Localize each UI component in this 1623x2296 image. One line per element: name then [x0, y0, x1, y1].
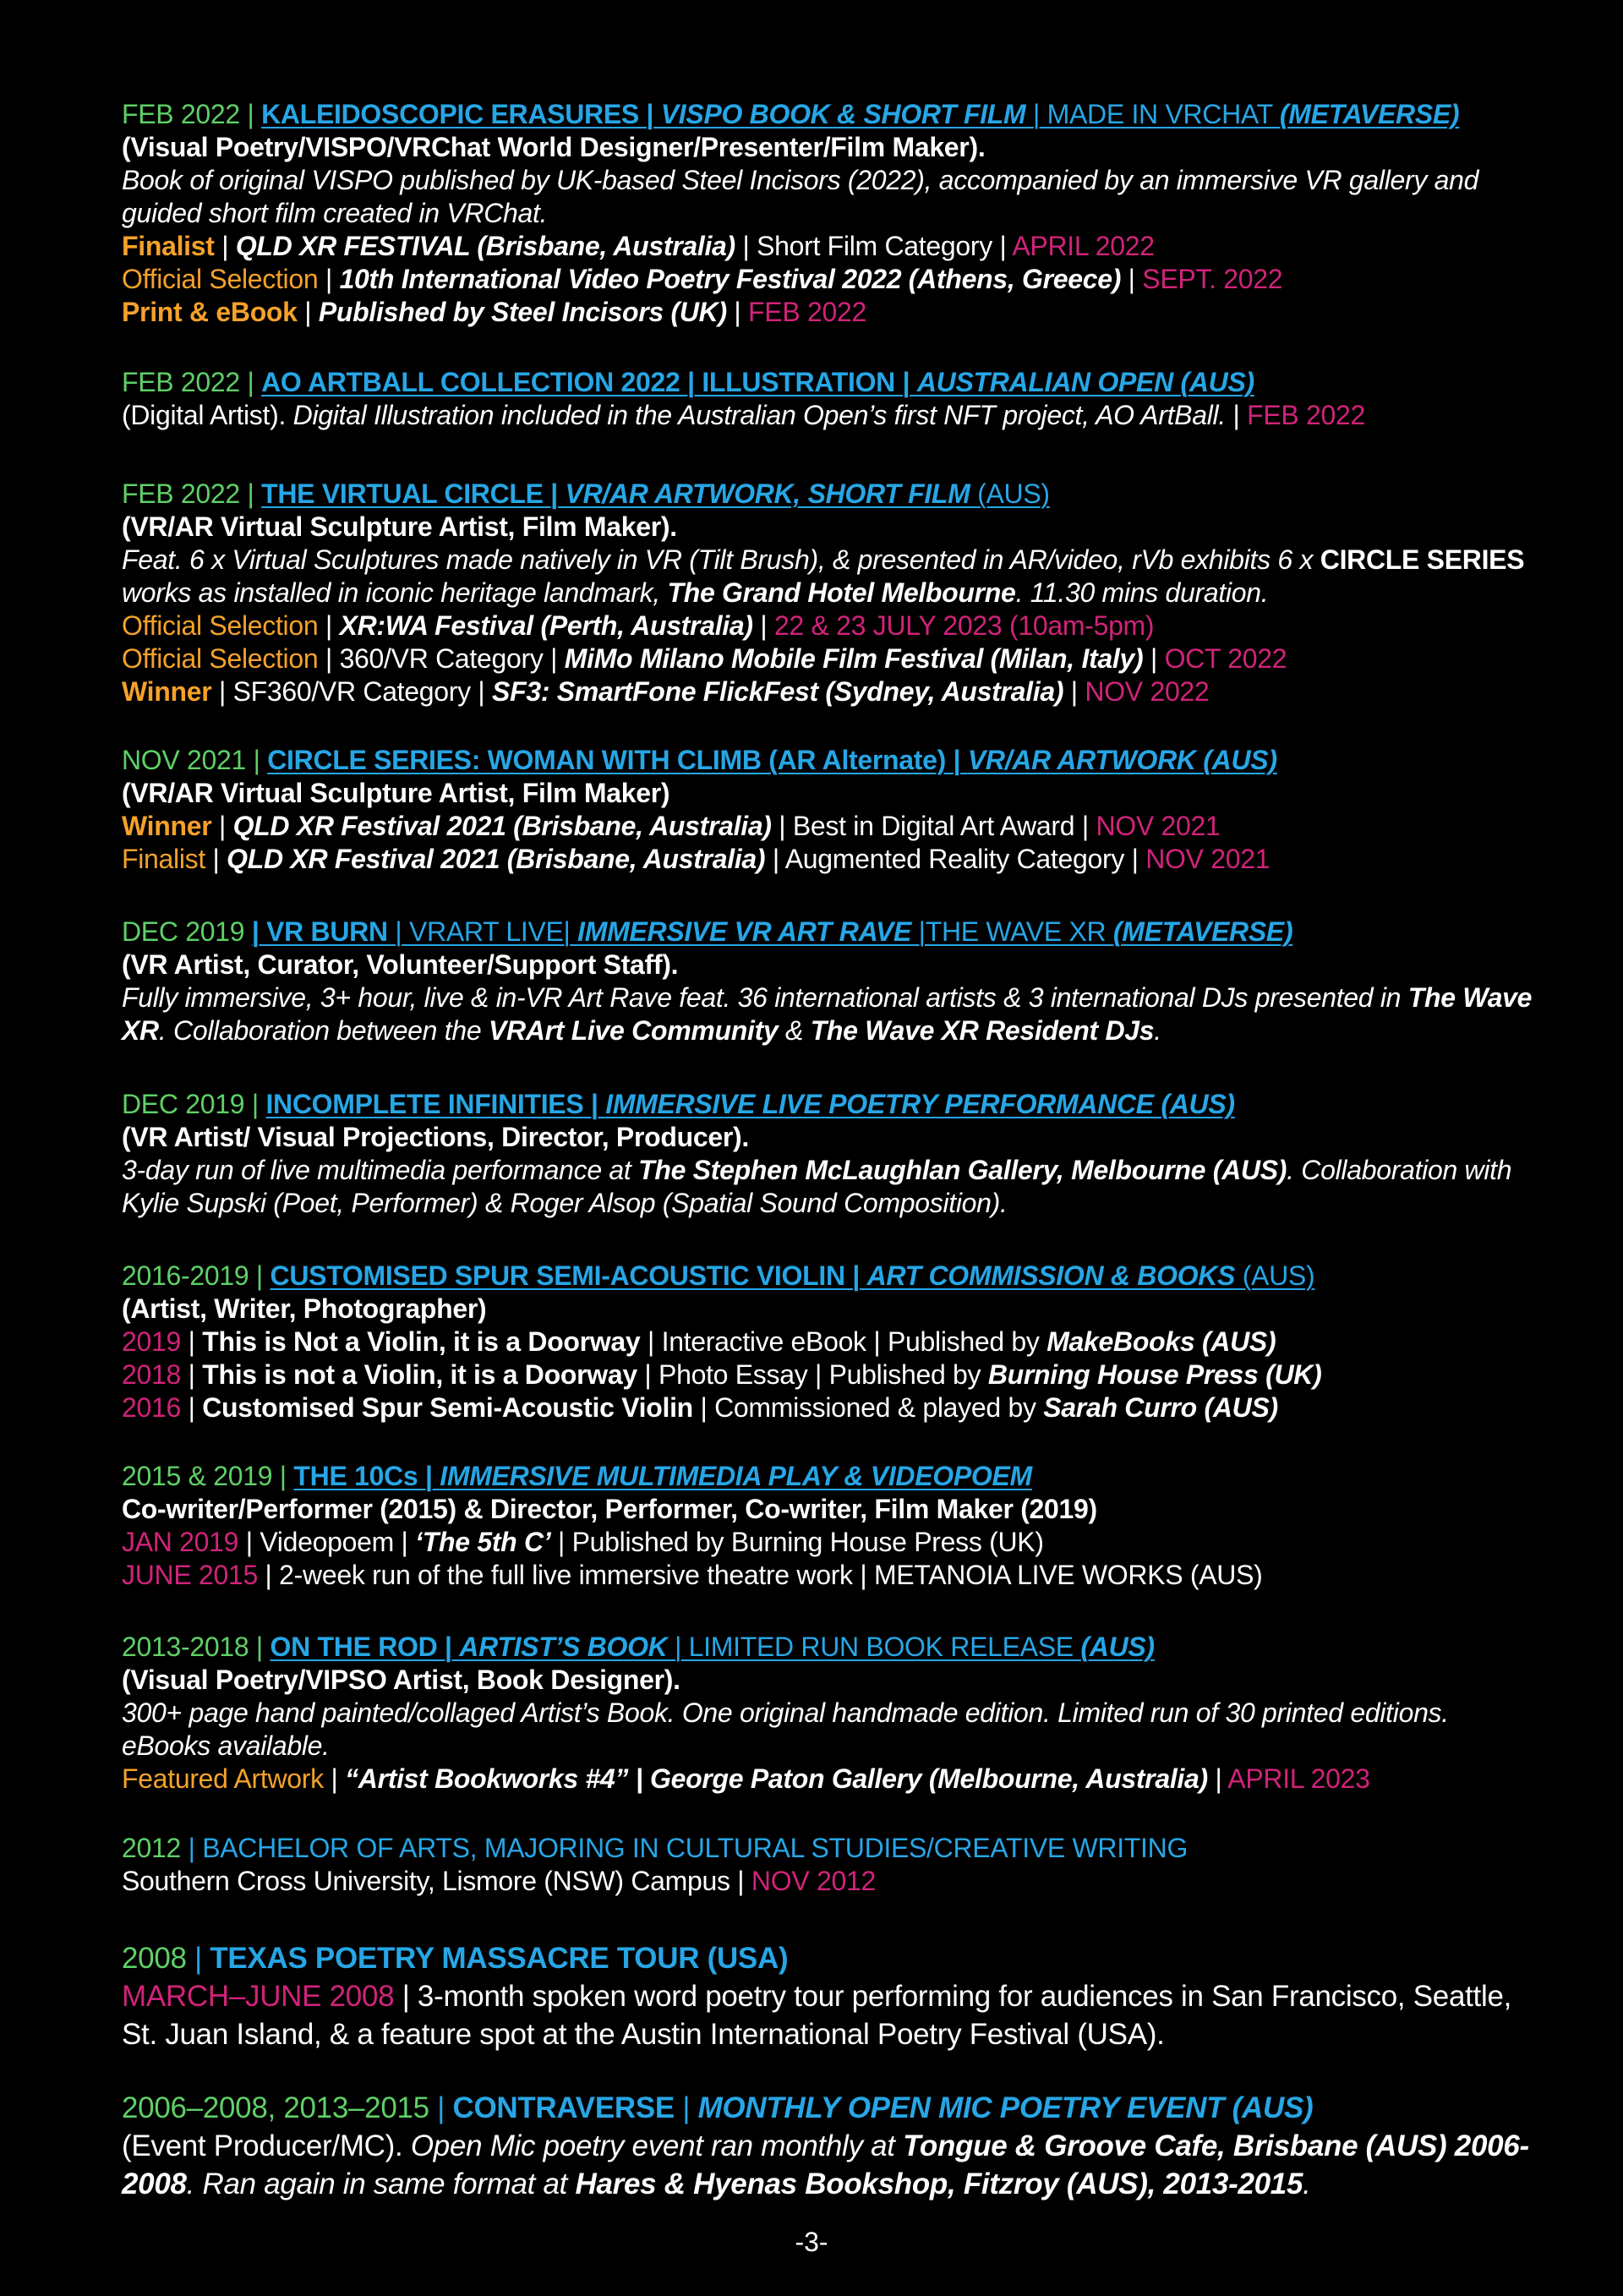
award-line: Finalist | QLD XR FESTIVAL (Brisbane, Australia) | Short Film Category | APRIL 2022: [122, 231, 1155, 261]
entry-customised-violin: 2016-2019 | CUSTOMISED SPUR SEMI-ACOUSTIC VIOLIN | ART COMMISSION & BOOKS (AUS) (Artist, Writer, Photographer) 2019 | This is Not a Violin, it is a Doorway | Interactive eBook | Published by MakeBooks (AUS) 2018 | This is not a Violin, it is a Doorway | Photo Essay | Published by Burning House Press (UK) 2016 | Customised Spur Semi-Acoustic Violin | Commissioned & played by Sarah Curro (AUS): [122, 1260, 1542, 1424]
entry-date: 2006–2008, 2013–2015: [122, 2091, 429, 2124]
entry-title: BACHELOR OF ARTS, MAJORING IN CULTURAL STUDIES/CREATIVE WRITING: [202, 1833, 1189, 1863]
entry-kaleidoscopic-erasures: FEB 2022 | KALEIDOSCOPIC ERASURES | VISPO BOOK & SHORT FILM | MADE IN VRCHAT (METAVERSE) (Visual Poetry/VISPO/VRChat World Designer/Presenter/Film Maker). Book of original VISPO published by UK-based Steel Incisors (2022), accompanied by an immersive VR gallery and guided short film created in VRChat. Finalist | QLD XR FESTIVAL (Brisbane, Australia) | Short Film Category | APRIL 2022 Official Selection | 10th International Video Poetry Festival 2022 (Athens, Greece) | SEPT. 2022 Print & eBook | Published by Steel Incisors (UK) | FEB 2022: [122, 98, 1542, 329]
entry-title-link[interactable]: CUSTOMISED SPUR SEMI-ACOUSTIC VIOLIN | ART COMMISSION & BOOKS (AUS): [270, 1260, 1315, 1291]
entry-date: 2012: [122, 1833, 181, 1863]
entry-title: CONTRAVERSE: [452, 2091, 675, 2124]
list-item: 2019 | This is Not a Violin, it is a Doorway | Interactive eBook | Published by MakeBooks (AUS): [122, 1326, 1276, 1357]
award-line: Winner | QLD XR Festival 2021 (Brisbane, Australia) | Best in Digital Art Award | NOV 2021: [122, 811, 1221, 841]
entry-description: Book of original VISPO published by UK-based Steel Incisors (2022), accompanied by an immersive VR gallery and guided short film created in VRChat.: [122, 165, 1479, 228]
entry-role: (VR/AR Virtual Sculpture Artist, Film Maker): [122, 778, 670, 808]
entry-role: Co-writer/Performer (2015) & Director, Performer, Co-writer, Film Maker (2019): [122, 1494, 1097, 1524]
award-line: Official Selection | 360/VR Category | MiMo Milano Mobile Film Festival (Milan, Italy) | OCT 2022: [122, 643, 1287, 674]
entry-title-link[interactable]: AO ARTBALL COLLECTION 2022 | ILLUSTRATION | AUSTRALIAN OPEN (AUS): [261, 367, 1254, 397]
award-line: Print & eBook | Published by Steel Incisors (UK) | FEB 2022: [122, 297, 866, 327]
entry-description: 300+ page hand painted/collaged Artist’s Book. One original handmade edition. Limited run of 30 printed editions. eBooks available.: [122, 1697, 1449, 1761]
entry-role: (Artist, Writer, Photographer): [122, 1293, 487, 1324]
entry-date: 2013-2018: [122, 1632, 249, 1662]
entry-title-link[interactable]: THE VIRTUAL CIRCLE | VR/AR ARTWORK, SHORT FILM (AUS): [261, 478, 1050, 509]
entry-bachelor-of-arts: 2012 | BACHELOR OF ARTS, MAJORING IN CULTURAL STUDIES/CREATIVE WRITING Southern Cross University, Lismore (NSW) Campus | NOV 2012: [122, 1832, 1542, 1898]
entry-date: FEB 2022: [122, 367, 240, 397]
entry-date: 2008: [122, 1942, 187, 1975]
award-line: Featured Artwork | “Artist Bookworks #4” | George Paton Gallery (Melbourne, Australia) | APRIL 2023: [122, 1763, 1370, 1794]
entry-date: FEB 2022: [122, 478, 240, 509]
entry-description: 3-day run of live multimedia performance at The Stephen McLaughlan Gallery, Melbourne (AUS). Collaboration with Kylie Supski (Poet, Performer) & Roger Alsop (Spatial Sound Composition).: [122, 1155, 1512, 1218]
award-line: Official Selection | XR:WA Festival (Perth, Australia) | 22 & 23 JULY 2023 (10am-5pm): [122, 610, 1155, 641]
entry-virtual-circle: FEB 2022 | THE VIRTUAL CIRCLE | VR/AR ARTWORK, SHORT FILM (AUS) (VR/AR Virtual Sculpture Artist, Film Maker). Feat. 6 x Virtual Sculptures made natively in VR (Tilt Brush), & presented in AR/video, rVb exhibits 6 x CIRCLE SERIES works as installed in iconic heritage landmark, The Grand Hotel Melbourne. 11.30 mins duration. Official Selection | XR:WA Festival (Perth, Australia) | 22 & 23 JULY 2023 (10am-5pm) Official Selection | 360/VR Category | MiMo Milano Mobile Film Festival (Milan, Italy) | OCT 2022 Winner | SF360/VR Category | SF3: SmartFone FlickFest (Sydney, Australia) | NOV 2022: [122, 478, 1542, 708]
entry-title-link[interactable]: INCOMPLETE INFINITIES | IMMERSIVE LIVE POETRY PERFORMANCE (AUS): [265, 1089, 1235, 1119]
entry-description: MARCH–JUNE 2008 | 3-month spoken word poetry tour performing for audiences in San Francisco, Seattle, St. Juan Island, & a feature spot at the Austin International Poetry Festival (USA).: [122, 1980, 1512, 2051]
entry-incomplete-infinities: DEC 2019 | INCOMPLETE INFINITIES | IMMERSIVE LIVE POETRY PERFORMANCE (AUS) (VR Artist/ Visual Projections, Director, Producer). 3-day run of live multimedia performance at The Stephen McLaughlan Gallery, Melbourne (AUS). Collaboration with Kylie Supski (Poet, Performer) & Roger Alsop (Spatial Sound Composition).: [122, 1088, 1542, 1220]
entry-ao-artball: FEB 2022 | AO ARTBALL COLLECTION 2022 | ILLUSTRATION | AUSTRALIAN OPEN (AUS) (Digital Artist). Digital Illustration included in the Australian Open’s first NFT project, AO ArtBall. | FEB 2022: [122, 366, 1542, 432]
entry-date: 2016-2019: [122, 1260, 249, 1291]
entry-role: (VR Artist, Curator, Volunteer/Support Staff).: [122, 949, 679, 980]
entry-description: Southern Cross University, Lismore (NSW) Campus | NOV 2012: [122, 1866, 876, 1896]
entry-role: (VR Artist/ Visual Projections, Director, Producer).: [122, 1122, 749, 1152]
entry-description: (Event Producer/MC). Open Mic poetry event ran monthly at Tongue & Groove Cafe, Brisbane (AUS) 2006-2008. Ran again in same format at Hares & Hyenas Bookshop, Fitzroy (AUS), 2013-2015.: [122, 2129, 1529, 2200]
entry-date: DEC 2019: [122, 1089, 245, 1119]
entry-title-link[interactable]: ON THE ROD | ARTIST’S BOOK | LIMITED RUN BOOK RELEASE (AUS): [270, 1632, 1155, 1662]
entry-title-link[interactable]: THE 10Cs | IMMERSIVE MULTIMEDIA PLAY & VIDEOPOEM: [293, 1461, 1032, 1491]
entry-role: (Visual Poetry/VISPO/VRChat World Designer/Presenter/Film Maker).: [122, 132, 986, 162]
entry-texas-poetry: 2008 | TEXAS POETRY MASSACRE TOUR (USA) MARCH–JUNE 2008 | 3-month spoken word poetry tour performing for audiences in San Francisco, Seattle, St. Juan Island, & a feature spot at the Austin International Poetry Festival (USA).: [122, 1939, 1542, 2053]
entry-vr-burn: [122, 916, 1542, 1047]
list-item: 2018 | This is not a Violin, it is a Doorway | Photo Essay | Published by Burning House Press (UK): [122, 1359, 1322, 1390]
entry-on-the-rod: 2013-2018 | ON THE ROD | ARTIST’S BOOK | LIMITED RUN BOOK RELEASE (AUS) (Visual Poetry/VIPSO Artist, Book Designer). 300+ page hand painted/collaged Artist’s Book. One original handmade edition. Limited run of 30 printed editions. eBooks available. Featured Artwork | “Artist Bookworks #4” | George Paton Gallery (Melbourne, Australia) | APRIL 2023: [122, 1631, 1542, 1796]
list-item: JAN 2019 | Videopoem | ‘The 5th C’ | Published by Burning House Press (UK): [122, 1527, 1044, 1557]
award-line: Official Selection | 10th International Video Poetry Festival 2022 (Athens, Greece) | SEPT. 2022: [122, 264, 1283, 294]
entry-role: (Visual Poetry/VIPSO Artist, Book Designer).: [122, 1665, 680, 1695]
page-number: -3-: [795, 2227, 828, 2257]
award-line: Winner | SF360/VR Category | SF3: SmartFone FlickFest (Sydney, Australia) | NOV 2022: [122, 676, 1210, 707]
list-item: JUNE 2015 | 2-week run of the full live immersive theatre work | METANOIA LIVE WORKS (AUS): [122, 1560, 1263, 1590]
entry-description: Fully immersive, 3+ hour, live & in-VR Art Rave feat. 36 international artists & 3 international DJs presented in The Wave XR. Collaboration between the VRArt Live Community & The Wave XR Resident DJs.: [122, 982, 1533, 1046]
entry-date: FEB 2022: [122, 99, 240, 129]
entry-contraverse: 2006–2008, 2013–2015 | CONTRAVERSE | MONTHLY OPEN MIC POETRY EVENT (AUS) (Event Producer/MC). Open Mic poetry event ran monthly at Tongue & Groove Cafe, Brisbane (AUS) 2006-2008. Ran again in same format at Hares & Hyenas Bookshop, Fitzroy (AUS), 2013-2015.: [122, 2089, 1542, 2203]
entry-description: Feat. 6 x Virtual Sculptures made natively in VR (Tilt Brush), & presented in AR/video, rVb exhibits 6 x CIRCLE SERIES works as installed in iconic heritage landmark, The Grand Hotel Melbourne. 11.30 mins duration.: [122, 544, 1525, 608]
entry-date: 2015 & 2019: [122, 1461, 273, 1491]
entry-the-10cs: 2015 & 2019 | THE 10Cs | IMMERSIVE MULTIMEDIA PLAY & VIDEOPOEM Co-writer/Performer (2015) & Director, Performer, Co-writer, Film Maker (2019) JAN 2019 | Videopoem | ‘The 5th C’ | Published by Burning House Press (UK) JUNE 2015 | 2-week run of the full live immersive theatre work | METANOIA LIVE WORKS (AUS): [122, 1460, 1542, 1592]
award-line: Finalist | QLD XR Festival 2021 (Brisbane, Australia) | Augmented Reality Category | NOV 2021: [122, 844, 1271, 874]
entry-date: DEC 2019: [122, 916, 245, 947]
entry-title-link[interactable]: CIRCLE SERIES: WOMAN WITH CLIMB (AR Alternate) | VR/AR ARTWORK (AUS): [267, 745, 1277, 775]
entry-title-link[interactable]: KALEIDOSCOPIC ERASURES | VISPO BOOK & SHORT FILM | MADE IN VRCHAT (METAVERSE): [261, 99, 1460, 129]
entry-description: (Digital Artist). Digital Illustration included in the Australian Open’s first NFT project, AO ArtBall. | FEB 2022: [122, 400, 1366, 430]
entry-circle-series: NOV 2021 | CIRCLE SERIES: WOMAN WITH CLIMB (AR Alternate) | VR/AR ARTWORK (AUS) (VR/AR Virtual Sculpture Artist, Film Maker) Winner | QLD XR Festival 2021 (Brisbane, Australia) | Best in Digital Art Award | NOV 2021 Finalist | QLD XR Festival 2021 (Brisbane, Australia) | Augmented Reality Category | NOV 2021: [122, 744, 1542, 876]
entry-role: (VR/AR Virtual Sculpture Artist, Film Maker).: [122, 511, 677, 542]
entry-title-link[interactable]: | VR BURN | VRART LIVE| IMMERSIVE VR ART RAVE |THE WAVE XR (METAVERSE): [251, 916, 1293, 947]
list-item: 2016 | Customised Spur Semi-Acoustic Violin | Commissioned & played by Sarah Curro (AUS): [122, 1392, 1278, 1423]
entry-title: TEXAS POETRY MASSACRE TOUR (USA): [210, 1942, 789, 1975]
entry-date: NOV 2021: [122, 745, 247, 775]
